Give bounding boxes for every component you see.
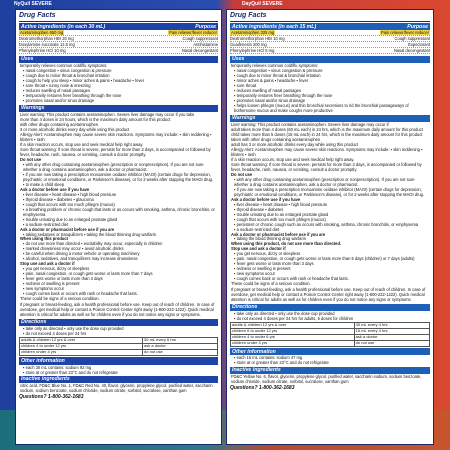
ingredient-purpose: Pain reliever/fever reducer: [380, 30, 429, 36]
ask-doctor-item: ▪ thyroid disease ▪ diabetes ▪ glaucoma: [23, 197, 218, 202]
warning-line: 3 or more alcoholic drinks every day while using this product: [20, 126, 130, 132]
direction-item: ▪ do not exceed 4 doses per 24 hrs for adults, 5 doses for children: [234, 316, 430, 321]
stop-use-list: [230, 251, 430, 281]
when-using-header: When using this product: [20, 236, 68, 242]
warnings-text: [19, 112, 218, 157]
stop-use-item: ▪ fever gets worse or lasts more than 3 days: [234, 261, 430, 266]
when-using-header: When using this product, do not use more than directed.: [231, 241, 342, 247]
questions-phone: Questions? 1-800-362-1683: [230, 385, 295, 392]
do-not-use-list: [19, 162, 218, 187]
ingredient-row: [230, 48, 430, 54]
stop-use-item: ▪ you get nervous, dizzy or sleepless: [234, 251, 430, 256]
ingredient-name: Phenylephrine HCl 10 mg: [19, 48, 66, 54]
ask-pharmacist-item: ▪ taking the blood thinning drug warfarin: [234, 236, 430, 241]
dosage-age: adults & children 12 yrs & over: [231, 323, 355, 329]
dosage-age: children 6 to under 12 yrs: [231, 328, 355, 334]
other-info-header: Other information: [230, 348, 430, 355]
purpose-label: Purpose: [195, 23, 216, 30]
other-info-item: ▪ store at or greater than 23°C and do not refrigerate: [23, 370, 218, 375]
ingredient-name: Dextromethorphan HBr 20 mg: [19, 36, 74, 42]
use-item: ▪ cough due to minor throat & bronchial irritation: [234, 73, 430, 78]
pregnancy-warning: If pregnant or breast-feeding, ask a health professional before use. Keep out of reach of children. In case of overdose, get medical help or contact a Poison Control Center right away (1-800-222-1222). Quick medical attention is critical for adults as well as for children even if you do not notice any signs or symptoms.: [231, 287, 426, 303]
ask-doctor-item: ▪ trouble urinating due to an enlarged prostate gland: [234, 212, 430, 217]
warning-line: child takes more than 5 doses (15 mL each) in 24 hrs, which is the maximum daily amount for this product: [231, 131, 423, 137]
when-using-list: [19, 241, 218, 261]
brand-bar: [0, 0, 450, 9]
active-ingredients-header: [230, 23, 430, 30]
warnings-header: Warnings: [19, 105, 218, 112]
stop-use-header: Stop use and ask a doctor if: [231, 246, 286, 252]
use-item: ▪ nasal congestion ▪ sinus congestion & pressure: [23, 68, 218, 73]
when-using-item: ▪ be careful when driving a motor vehicle or operating machinery: [23, 251, 218, 256]
warning-line: more than 4 doses in 24 hours, which is the maximum daily amount for this product: [20, 116, 171, 122]
direction-item: ▪ take only as directed ▪ only use the dose cup provided: [234, 311, 430, 316]
ask-doctor-header: Ask a doctor before use if you have: [20, 186, 90, 192]
use-item: ▪ cough to help you sleep ▪ minor aches & pains ▪ headache ▪ fever: [23, 78, 218, 83]
ingredient-purpose: Nasal decongestant: [393, 48, 430, 54]
ask-doctor-item: ▪ a sodium-restricted diet: [234, 227, 430, 232]
warnings-header: Warnings: [230, 115, 430, 122]
warning-line: with other drugs containing acetaminophen: [20, 121, 99, 127]
use-item: ▪ promotes nasal and/or sinus drainage: [234, 98, 430, 103]
dosage-amount: 30 mL every 4 hrs: [354, 323, 429, 329]
stop-use-item: ▪ pain, nasal congestion, or cough gets worse or lasts more than 7 days: [23, 271, 218, 276]
uses-intro: temporarily relieves common cold/flu symptoms:: [231, 63, 319, 69]
when-using-item: ▪ alcohol, sedatives, and tranquilizers may increase drowsiness: [23, 256, 218, 261]
inactive-ingredients-header: Inactive ingredients: [230, 367, 430, 374]
ask-doctor-item: ▪ cough that occurs with too much phlegm (mucus): [234, 217, 430, 222]
warning-line: adult has 3 or more alcoholic drinks every day while using this product: [231, 141, 358, 147]
active-ingredients-header: [19, 23, 218, 30]
dosage-table: [230, 322, 430, 347]
stop-use-item: ▪ fever gets worse or lasts more than 3 days: [23, 276, 218, 281]
warning-line: Allergy Alert: Acetaminophen may cause severe skin reactions. Symptoms may include: ▪ skin reddening ▪ blisters ▪ rash: [20, 131, 212, 142]
do-not-use-header: Do not use: [231, 171, 253, 177]
uses-intro: temporarily relieves common cold/flu symptoms:: [20, 63, 108, 69]
ask-doctor-header: Ask a doctor before use if you have: [231, 196, 301, 202]
drug-facts-right-panel: [226, 9, 434, 445]
warning-line: adult takes more than 4 doses (60 mL each) in 24 hrs, which is the maximum daily amount for this product: [231, 126, 423, 132]
brand-right: DayQuil SEVERE: [242, 1, 283, 7]
warning-line: Liver warning: This product contains acetaminophen. Severe liver damage may occur if: [231, 121, 389, 127]
use-item: ▪ sore throat: [234, 83, 430, 88]
when-using-item: ▪ do not use more than directed ▪ excitability may occur, especially in children: [23, 241, 218, 246]
ingredient-row: [19, 48, 218, 54]
uses-header: Uses: [19, 56, 218, 63]
ingredient-name: Acetaminophen 650 mg: [20, 30, 64, 36]
use-item: ▪ temporarily restores freer breathing through the nose: [234, 93, 430, 98]
dosage-table: [19, 337, 218, 356]
do-not-use-item: ▪ with any other drug containing acetaminophen (prescription or nonprescription). If you are not sure whether a drug contains acetaminophen, ask a doctor or pharmacist.: [23, 162, 218, 172]
uses-list: [230, 68, 430, 113]
directions-header: Directions: [19, 319, 218, 326]
ask-doctor-item: ▪ a breathing problem or chronic cough that lasts or as occurs with smoking, asthma, chronic bronchitis, or emphysema: [23, 207, 218, 217]
direction-item: ▪ do not exceed 4 doses per 24 hrs: [23, 331, 218, 336]
do-not-use-header: Do not use: [20, 156, 42, 162]
ingredient-purpose: Cough suppressant: [394, 36, 430, 42]
inactive-ingredients-header: Inactive ingredients: [19, 376, 218, 383]
dosage-row: [231, 340, 430, 346]
dosage-row: [20, 349, 218, 355]
dosage-amount: 30 mL every 6 hrs: [143, 338, 218, 344]
dosage-amount: do not use: [143, 349, 218, 355]
use-item: ▪ reduces swelling of nasal passages: [23, 88, 218, 93]
warning-line: Allergy Alert: Acetaminophen may cause severe skin reactions. Symptoms may include: ▪ skin reddening ▪ blisters ▪ rash: [231, 146, 423, 157]
drug-facts-left-panel: [15, 9, 222, 445]
inactive-ingredients-text: citric acid, FD&C Blue No. 1, FD&C Red No. 40, flavor, glycerin, propylene glycol, purified water, saccharin sodium, sodium benzoate, sodium chloride, sodium citrate, sorbitol, sucralose, xanthan gum: [20, 383, 213, 394]
use-item: ▪ helps loosen phlegm (mucus) and thin bronchial secretions to rid the bronchial passageways of bothersome mucus and make coughs more productive: [234, 103, 430, 113]
stop-use-item: ▪ pain, nasal congestion, or cough gets worse or lasts more than 5 days (children) or 7 days (adults): [234, 256, 430, 261]
dosage-age: children 4 to under 6 yrs: [231, 334, 355, 340]
brand-left: NyQuil SEVERE: [14, 1, 52, 7]
stop-use-item: ▪ redness or swelling is present: [23, 281, 218, 286]
ingredient-name: Acetaminophen 325 mg: [231, 30, 275, 36]
stop-use-note: These could be signs of a serious condition.: [231, 281, 311, 287]
uses-list: [19, 68, 218, 103]
ingredient-name: Phenylephrine HCl 5 mg: [230, 48, 275, 54]
ingredient-purpose: Nasal decongestant: [181, 48, 218, 54]
dosage-age: adults & children 12 yrs & over: [20, 338, 143, 344]
ask-doctor-item: ▪ cough that occurs with too much phlegm (mucus): [23, 202, 218, 207]
purpose-label: Purpose: [407, 23, 428, 30]
other-info-list: [230, 355, 430, 365]
stop-use-item: ▪ redness or swelling is present: [234, 266, 430, 271]
warning-line: Sore throat warning: If sore throat is severe, persists for more than 2 days, is accompanied or followed by fever, headache, rash, nausea, or vomiting, consult a doctor promptly.: [231, 161, 422, 172]
dosage-age: children under 4 yrs: [231, 340, 355, 346]
stop-use-item: ▪ you get nervous, dizzy or sleepless: [23, 266, 218, 271]
dosage-amount: ask a doctor: [143, 343, 218, 349]
ingredient-name: Dextromethorphan HBr 10 mg: [230, 36, 285, 42]
other-info-list: [19, 365, 218, 375]
directions-list: [19, 326, 218, 336]
do-not-use-item: ▪ with any other drug containing acetaminophen (prescription or nonprescription). If you are not sure whether a drug contains acetaminophen, ask a doctor or pharmacist.: [234, 177, 430, 187]
ingredient-purpose: Pain reliever/fever reducer: [168, 30, 217, 36]
warning-line: taken with other drugs containing acetaminophen: [231, 136, 321, 142]
questions-phone: Questions? 1-800-362-1683: [19, 394, 84, 401]
when-using-item: ▪ marked drowsiness may occur ▪ avoid alcoholic drinks: [23, 246, 218, 251]
ask-doctor-list: [230, 202, 430, 232]
pregnancy-warning: If pregnant or breast-feeding, ask a health professional before use. Keep out of reach of children. In case of overdose, get medical help or contact a Poison Control Center right away (1-800-222-1222). Quick medical attention is critical for adults as well as for children even if you do not notice any signs or symptoms.: [20, 302, 215, 318]
ask-doctor-item: ▪ thyroid disease ▪ diabetes: [234, 207, 430, 212]
use-item: ▪ minor aches & pains ▪ headache ▪ fever: [234, 78, 430, 83]
use-item: ▪ cough due to minor throat & bronchial irritation: [23, 73, 218, 78]
use-item: ▪ reduces swelling of nasal passages: [234, 88, 430, 93]
dosage-age: children under 4 yrs: [20, 349, 143, 355]
dosage-age: children 4 to under 12 yrs: [20, 343, 143, 349]
active-ingredients-label: Active ingredients (in each 30 mL): [21, 23, 106, 30]
other-info-item: ▪ store at or greater than 23°C and do not refrigerate: [234, 360, 430, 365]
stop-use-header: Stop use and ask a doctor if: [20, 261, 75, 267]
dosage-amount: 15 mL every 4 hrs: [354, 328, 429, 334]
stop-use-item: ▪ new symptoms occur: [23, 286, 218, 291]
ingredient-purpose: Antihistamine: [193, 42, 218, 48]
do-not-use-item: ▪ if you are now taking a prescription monoamine oxidase inhibitor (MAOI) (certain drugs for depression, psychiatric or emotional conditions, or Parkinson's disease), or for 2 weeks after stopping the MAOI drug.: [23, 172, 218, 182]
do-not-use-list: [230, 177, 430, 197]
ingredient-name: Doxylamine succinate 12.5 mg: [19, 42, 75, 48]
use-item: ▪ sore throat ▪ runny nose & sneezing: [23, 83, 218, 88]
do-not-use-item: ▪ if you are now taking a prescription monoamine oxidase inhibitor (MAOI) (certain drugs for depression, psychiatric or emotional conditions, or Parkinson's disease), or for 2 weeks after stopping the MAOI drug.: [234, 187, 430, 197]
other-info-item: ▪ each 30 mL contains: sodium 92 mg: [23, 365, 218, 370]
use-item: ▪ nasal congestion ▪ sinus congestion & pressure: [234, 68, 430, 73]
warning-line: If a skin reaction occurs, stop use and seek medical help right away.: [231, 156, 355, 162]
use-item: ▪ temporarily restores freer breathing through the nose: [23, 93, 218, 98]
warning-line: If a skin reaction occurs, stop use and seek medical help right away.: [20, 141, 144, 147]
ask-doctor-item: ▪ a sodium-restricted diet: [23, 222, 218, 227]
directions-header: Directions: [230, 304, 430, 311]
drug-facts-title: Drug Facts: [19, 12, 218, 22]
warning-line: Liver warning: This product contains acetaminophen. Severe liver damage may occur if you take: [20, 111, 195, 117]
ask-doctor-item: ▪ persistent or chronic cough such as occurs with smoking, asthma, chronic bronchitis, or emphysema: [234, 222, 430, 227]
other-info-item: ▪ each 15 mL contains: sodium 47 mg: [234, 355, 430, 360]
stop-use-item: ▪ cough comes back or occurs with rash or headache that lasts.: [23, 291, 218, 296]
ask-pharmacist-header: Ask a doctor or pharmacist before use if you are: [231, 231, 326, 237]
stop-use-list: [19, 266, 218, 296]
ask-doctor-item: ▪ trouble urinating due to an enlarged prostate gland: [23, 217, 218, 222]
uses-header: Uses: [230, 56, 430, 63]
dosage-amount: do not use: [354, 340, 429, 346]
ingredient-name: Guaifenesin 200 mg: [230, 42, 267, 48]
warnings-text: [230, 122, 430, 172]
warning-line: Sore throat warning: If sore throat is severe, persists for more than 2 days, is accompanied or followed by fever, headache, rash, nausea, or vomiting, consult a doctor promptly.: [20, 146, 211, 157]
ask-doctor-list: [19, 192, 218, 227]
stop-use-item: ▪ cough comes back or occurs with rash or headache that lasts.: [234, 276, 430, 281]
dosage-amount: ask a doctor: [354, 334, 429, 340]
ingredient-purpose: Cough suppressant: [182, 36, 218, 42]
use-item: ▪ promotes nasal and/or sinus drainage: [23, 98, 218, 103]
drug-facts-title: Drug Facts: [230, 12, 430, 22]
ingredient-purpose: Expectorant: [408, 42, 430, 48]
active-ingredients-label: Active ingredients (in each 15 mL): [232, 23, 317, 30]
do-not-use-item: ▪ to make a child sleep: [23, 182, 218, 187]
ask-doctor-item: ▪ liver disease ▪ heart disease ▪ high blood pressure: [23, 192, 218, 197]
stop-use-item: ▪ new symptoms occur: [234, 271, 430, 276]
inactive-ingredients-text: FD&C Yellow No. 6, flavor, glycerin, propylene glycol, purified water, saccharin sodium, sodium benzoate, sodium chloride, sodium citrate, sorbitol, sucralose, xanthan gum: [231, 374, 422, 385]
other-info-header: Other information: [19, 357, 218, 364]
direction-item: ▪ take only as directed ▪ only use the dose cup provided: [23, 326, 218, 331]
directions-list: [230, 311, 430, 321]
ask-pharmacist-header: Ask a doctor or pharmacist before use if you are: [20, 226, 115, 232]
ask-doctor-item: ▪ liver disease ▪ heart disease ▪ high blood pressure: [234, 202, 430, 207]
stop-use-note: These could be signs of a serious condition.: [20, 296, 100, 302]
ask-pharmacist-item: ▪ taking sedatives or tranquilizers ▪ taking the blood thinning drug warfarin: [23, 232, 218, 237]
